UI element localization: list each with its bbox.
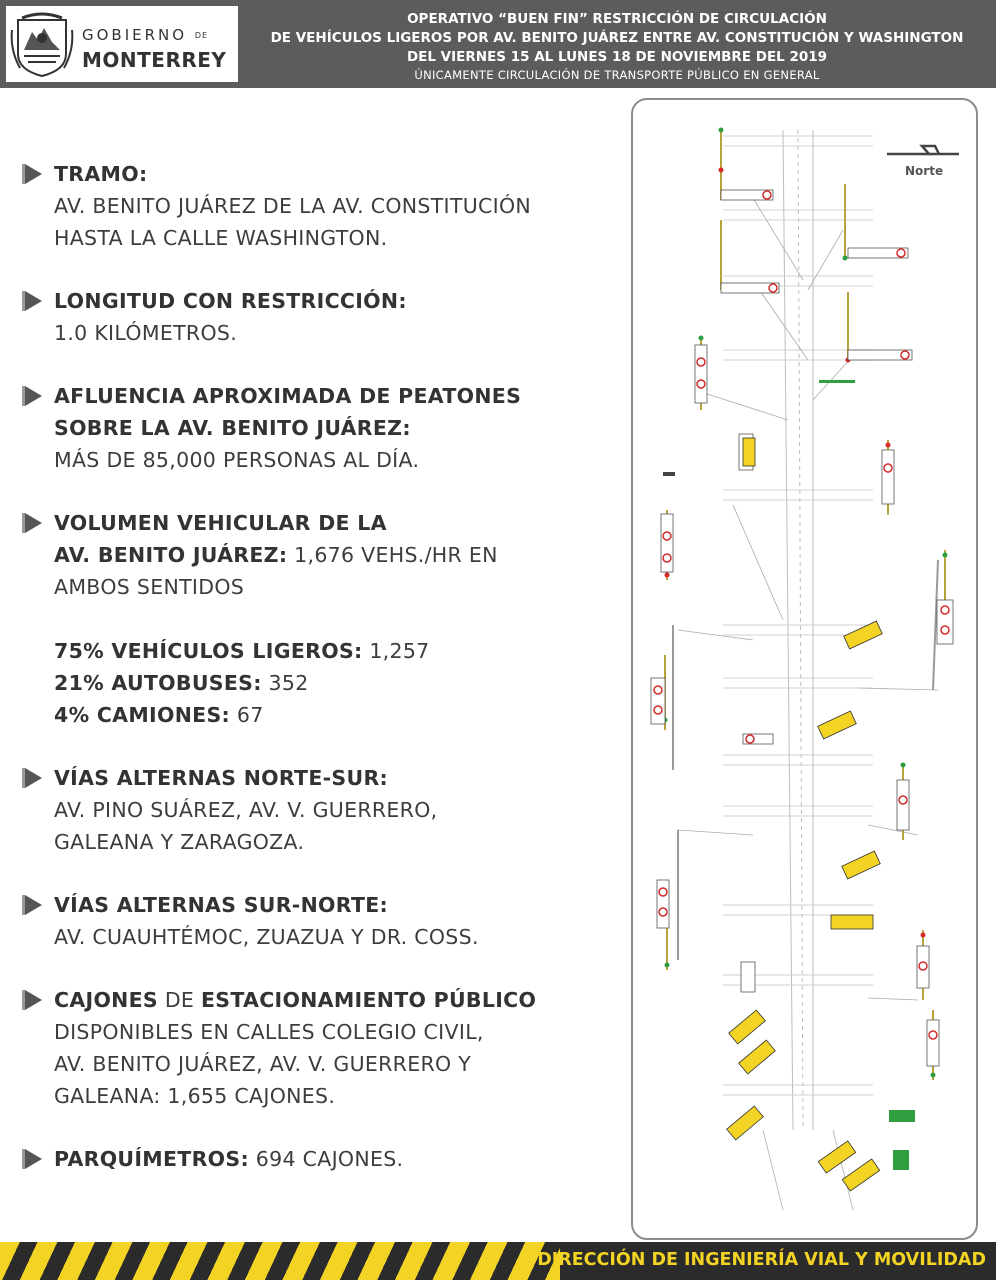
triangle-bullet-icon: [22, 385, 44, 407]
cajones-label-b: ESTACIONAMIENTO PÚBLICO: [200, 988, 537, 1012]
longitud-label: LONGITUD CON RESTRICCIÓN:: [54, 289, 407, 313]
sur-norte-value: AV. CUAUHTÉMOC, ZUAZUA Y DR. COSS.: [54, 925, 479, 949]
north-arrow-icon: [887, 146, 959, 154]
volumen-value: 1,676 VEHS./HR EN: [287, 543, 498, 567]
sur-norte-label: VÍAS ALTERNAS SUR-NORTE:: [54, 893, 389, 917]
section-norte-sur: [22, 762, 622, 858]
breakdown-label: 21% AUTOBUSES:: [54, 671, 262, 695]
logo-text-monterrey: MONTERREY: [82, 48, 227, 72]
hazard-stripes: [0, 1242, 560, 1280]
cajones-heading: [54, 984, 622, 1016]
cajones-line-1: DISPONIBLES EN CALLES COLEGIO CIVIL,: [54, 1020, 484, 1044]
cajones-line-3: GALEANA: 1,655 CAJONES.: [54, 1084, 336, 1108]
map-marker: [663, 472, 675, 476]
triangle-bullet-icon: [22, 290, 44, 312]
afluencia-label-2: SOBRE LA AV. BENITO JUÁREZ:: [54, 416, 411, 440]
warning-signs: [727, 438, 883, 1191]
section-longitud: [22, 285, 622, 349]
norte-sur-line-2: GALEANA Y ZARAGOZA.: [54, 830, 305, 854]
section-parquimetros: [22, 1143, 622, 1175]
breakdown-autobuses: [54, 667, 622, 699]
traffic-signal-poles: [665, 130, 945, 1080]
volumen-line-2: [54, 539, 622, 571]
section-afluencia: [22, 380, 622, 476]
restriction-signs: [651, 190, 953, 1066]
section-sur-norte: [22, 889, 622, 953]
norte-sur-label: VÍAS ALTERNAS NORTE-SUR:: [54, 766, 389, 790]
afluencia-value: MÁS DE 85,000 PERSONAS AL DÍA.: [54, 448, 420, 472]
section-tramo: [22, 158, 622, 254]
norte-sur-line-1: AV. PINO SUÁREZ, AV. V. GUERRERO,: [54, 798, 438, 822]
guide-lines: [678, 198, 938, 1000]
section-volumen: [22, 507, 622, 731]
sign-posts: [673, 560, 938, 960]
volumen-label-2: AV. BENITO JUÁREZ:: [54, 543, 288, 567]
header-title: [252, 10, 982, 83]
triangle-bullet-icon: [22, 163, 44, 185]
tramo-label: TRAMO:: [54, 162, 148, 186]
north-label: Norte: [905, 164, 944, 178]
title-line-3: DEL VIERNES 15 AL LUNES 18 DE NOVIEMBRE DEL 2019: [406, 49, 828, 65]
info-content: [22, 158, 622, 1175]
afluencia-label-1: AFLUENCIA APROXIMADA DE PEATONES: [54, 384, 522, 408]
gobierno-monterrey-logo: [6, 6, 238, 82]
city-seal-icon: [10, 10, 74, 78]
green-info-signs: [819, 380, 915, 1170]
triangle-bullet-icon: [22, 894, 44, 916]
breakdown-ligeros: [54, 635, 622, 667]
cross-streets: [723, 136, 873, 1095]
breakdown-camiones: [54, 699, 622, 731]
triangle-bullet-icon: [22, 1148, 44, 1170]
cajones-label-a: CAJONES: [54, 988, 158, 1012]
longitud-value: 1.0 KILÓMETROS.: [54, 321, 238, 345]
breakdown-value: 67: [230, 703, 264, 727]
breakdown-label: 75% VEHÍCULOS LIGEROS:: [54, 639, 363, 663]
section-cajones: [22, 984, 622, 1112]
parquimetros-label: PARQUÍMETROS:: [54, 1147, 249, 1171]
volumen-line-3: AMBOS SENTIDOS: [54, 575, 245, 599]
route-map: [633, 100, 976, 1238]
footer-department: DIRECCIÓN DE INGENIERÍA VIAL Y MOVILIDAD: [537, 1250, 986, 1270]
parquimetros-line: [54, 1143, 622, 1175]
volumen-label-1: VOLUMEN VEHICULAR DE LA: [54, 511, 387, 535]
tramo-line-2: HASTA LA CALLE WASHINGTON.: [54, 226, 388, 250]
triangle-bullet-icon: [22, 512, 44, 534]
header-subtitle: ÚNICAMENTE CIRCULACIÓN DE TRANSPORTE PÚBLICO EN GENERAL: [414, 68, 820, 82]
logo-text-gobierno: GOBIERNO DE: [82, 26, 209, 44]
breakdown-value: 1,257: [362, 639, 430, 663]
cajones-connector: DE: [158, 988, 201, 1012]
cajones-line-2: AV. BENITO JUÁREZ, AV. V. GUERRERO Y: [54, 1052, 472, 1076]
traffic-signal-lights: [663, 128, 948, 1078]
parquimetros-value: 694 CAJONES.: [248, 1147, 404, 1171]
route-map-panel: [631, 98, 978, 1240]
tramo-line-1: AV. BENITO JUÁREZ DE LA AV. CONSTITUCIÓN: [54, 194, 532, 218]
breakdown-value: 352: [261, 671, 309, 695]
breakdown-label: 4% CAMIONES:: [54, 703, 231, 727]
header-banner: [0, 0, 996, 88]
title-line-2: DE VEHÍCULOS LIGEROS POR AV. BENITO JUÁREZ ENTRE AV. CONSTITUCIÓN Y WASHINGTON: [270, 30, 964, 46]
triangle-bullet-icon: [22, 989, 44, 1011]
title-line-1: OPERATIVO “BUEN FIN” RESTRICCIÓN DE CIRCULACIÓN: [407, 11, 827, 27]
footer-bar: [0, 1242, 996, 1280]
triangle-bullet-icon: [22, 767, 44, 789]
